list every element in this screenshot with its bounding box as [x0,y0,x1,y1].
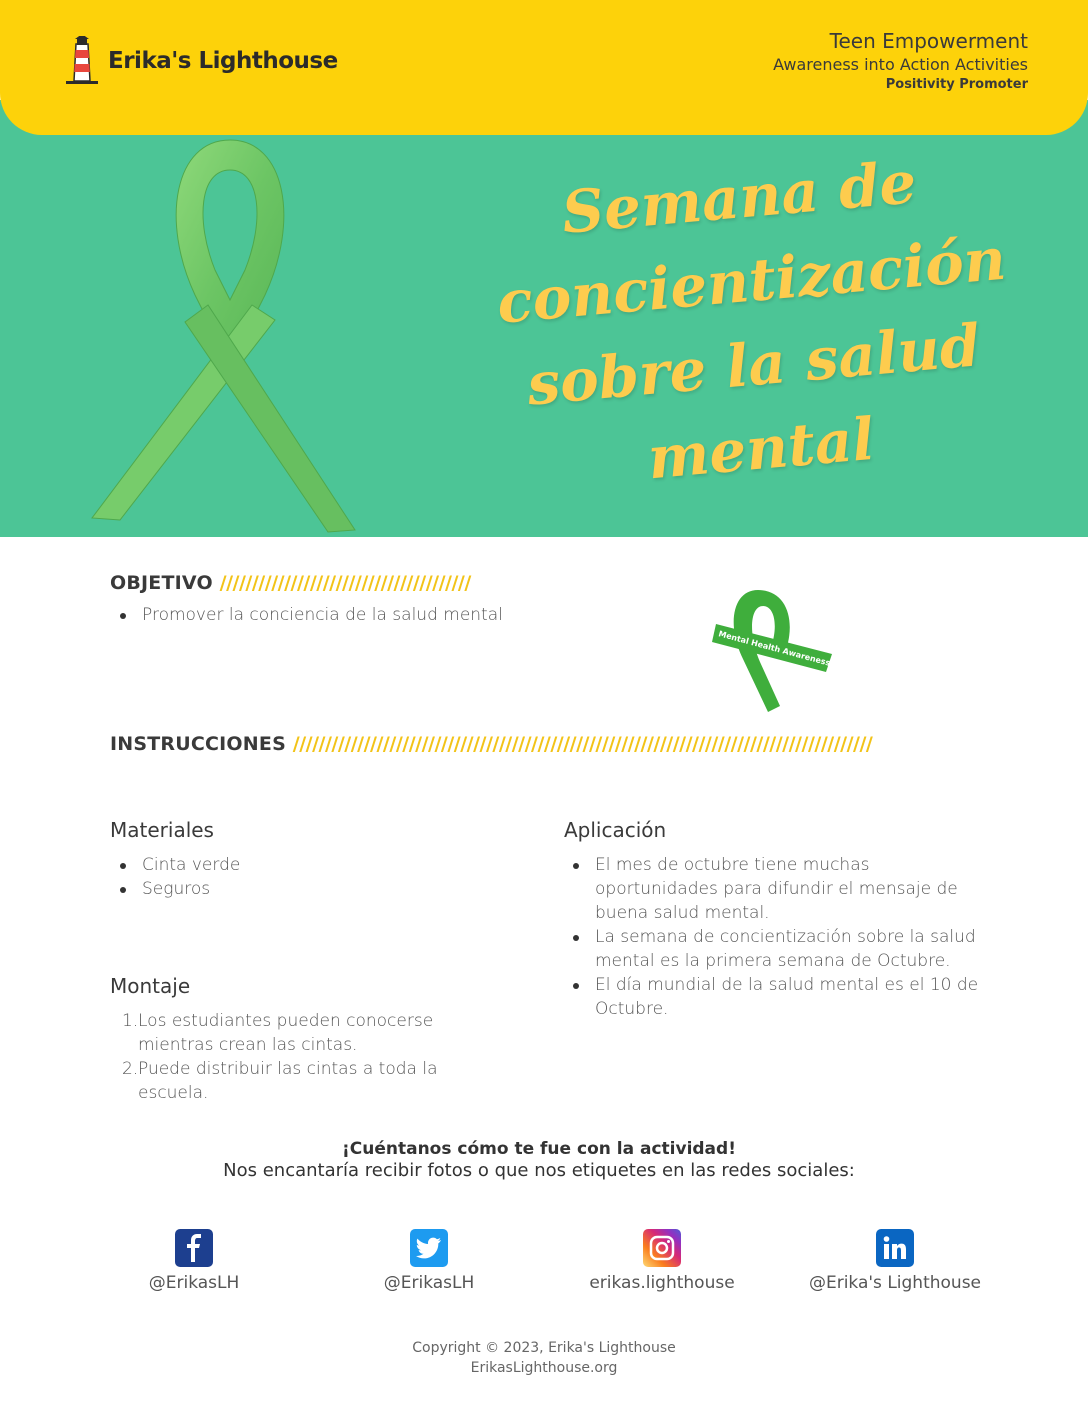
social-linkedin[interactable] [795,1229,995,1293]
instagram-icon[interactable] [643,1229,681,1267]
header-titles [773,28,1028,94]
instrucciones-heading-label: INSTRUCCIONES [110,733,286,755]
instrucciones-divider: ////////////////////////////////////////////////////////////////////////////////////////// [292,733,873,755]
list-item: 2. Puede distribuir las cintas a toda la escuela. [122,1059,438,1103]
objetivo-heading-label: OBJETIVO [110,572,213,594]
lighthouse-icon [62,36,102,86]
program-category: Positivity Promoter [885,77,1028,92]
feedback-heading: ¡Cuéntanos cómo te fue con la actividad! [342,1139,736,1159]
list-item: El mes de octubre tiene muchas oportunidades para difundir el mensaje de buena salud mental. [563,853,993,925]
social-handle[interactable]: @ErikasLH [148,1273,240,1293]
program-title: Teen Empowerment [829,29,1028,53]
green-ribbon-image [80,100,380,537]
list-item-text: Puede distribuir las cintas a toda la escuela. [138,1059,438,1103]
materiales-list [110,853,510,901]
list-item: Promover la conciencia de la salud mental [110,603,570,627]
hero-title: Semana de concientización sobre la salud mental [494,148,1009,493]
objetivo-list [110,603,570,627]
aplicacion-list [563,853,993,1021]
hero-banner [0,100,1088,537]
brand-logo[interactable] [62,36,338,86]
feedback-text: Nos encantaría recibir fotos o que nos etiquetes en las redes sociales: [223,1160,855,1181]
list-item: La semana de concientización sobre la salud mental es la primera semana de Octubre. [563,925,993,973]
montaje-list [110,1009,510,1105]
social-facebook[interactable] [94,1229,294,1293]
list-item: 1. Los estudiantes pueden conocerse mientras crean las cintas. [122,1011,434,1055]
program-subtitle: Awareness into Action Activities [773,55,1028,74]
social-twitter[interactable] [329,1229,529,1293]
social-handle[interactable]: @Erika's Lighthouse [808,1273,982,1293]
page-header [0,0,1088,135]
website-link[interactable]: ErikasLighthouse.org [470,1360,618,1376]
list-item: Seguros [110,877,510,901]
ribbon-text: Mental Health Awareness [717,629,832,668]
linkedin-icon[interactable] [876,1229,914,1267]
objetivo-heading [110,572,471,594]
list-item-text: Los estudiantes pueden conocerse mientras crean las cintas. [138,1011,434,1055]
social-handle[interactable]: @ErikasLH [383,1273,475,1293]
instrucciones-heading [110,733,872,755]
materiales-heading: Materiales [110,818,214,842]
twitter-icon[interactable] [410,1229,448,1267]
copyright-text: Copyright © 2023, Erika's Lighthouse [412,1340,676,1356]
brand-name: Erika's Lighthouse [108,48,338,74]
feedback-section [0,1138,1078,1182]
montaje-heading: Montaje [110,974,191,998]
social-handle[interactable]: erikas.lighthouse [589,1273,735,1293]
aplicacion-heading: Aplicación [564,818,667,842]
social-instagram[interactable] [562,1229,762,1293]
mental-health-ribbon-icon [708,584,838,724]
list-item: El día mundial de la salud mental es el 10 de Octubre. [563,973,993,1021]
objetivo-divider: /////////////////////////////////////// [219,572,471,594]
page-footer [0,1338,1088,1378]
list-item: Cinta verde [110,853,510,877]
facebook-icon[interactable] [175,1229,213,1267]
